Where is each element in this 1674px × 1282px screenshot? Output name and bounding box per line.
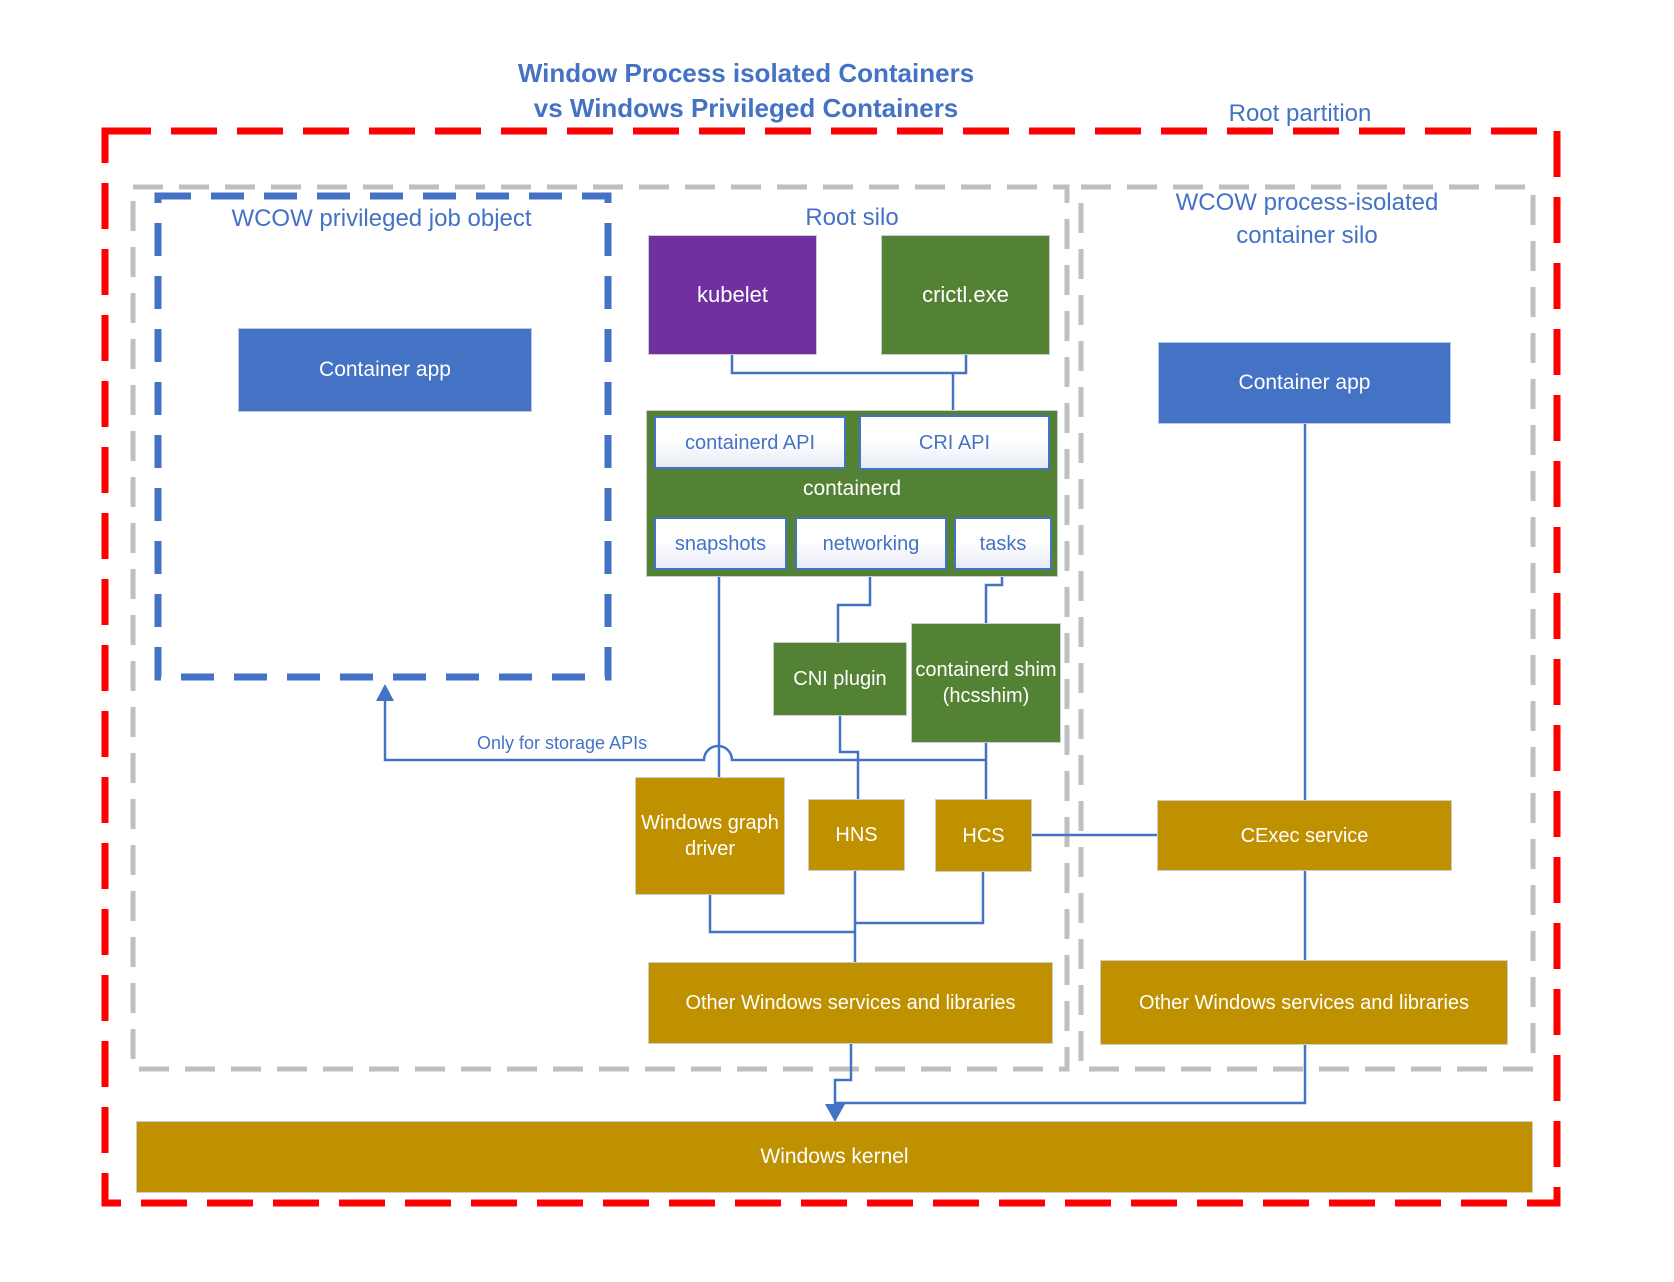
hcs-box: HCS (935, 799, 1032, 872)
wcow-process-isolated-label (1107, 186, 1507, 252)
containerd-label: containerd (802, 477, 902, 500)
cri-api-box: CRI API (859, 415, 1050, 470)
services-to-kernel-connector (835, 1044, 851, 1108)
root-silo-label: Root silo (805, 204, 899, 231)
other-windows-services-left-box: Other Windows services and libraries (648, 962, 1053, 1044)
graph-driver-down-connector (710, 895, 855, 932)
wcow-process-isolated-line1: WCOW process-isolated (1175, 189, 1439, 216)
diagram-title-line1: Window Process isolated Containers (517, 58, 975, 88)
diagram-title-line2: vs Windows Privileged Containers (533, 93, 959, 123)
wcow-container-silo-border (1081, 187, 1533, 1069)
networking-to-cni-connector (838, 569, 870, 643)
cni-to-hns-connector (840, 716, 858, 799)
wcow-privileged-job-object-border (158, 196, 608, 677)
containerd-shim-box: containerd shim (hcsshim) (911, 623, 1061, 743)
tasks-to-shim-connector (986, 569, 1002, 623)
containerd-api-box: containerd API (654, 416, 846, 469)
tasks-box: tasks (954, 517, 1052, 570)
container-app-right-box: Container app (1158, 342, 1451, 424)
wcow-privileged-label: WCOW privileged job object (231, 205, 532, 232)
windows-graph-driver-box: Windows graph driver (635, 777, 785, 895)
wcow-process-isolated-line2: container silo (1236, 222, 1378, 249)
only-for-storage-apis-label: Only for storage APIs (477, 733, 648, 753)
container-app-left-box: Container app (238, 328, 532, 412)
root-partition-label: Root partition (1228, 100, 1372, 127)
hcs-down-connector (855, 872, 983, 923)
hns-box: HNS (808, 799, 905, 871)
cni-plugin-box: CNI plugin (773, 642, 907, 716)
cexec-service-box: CExec service (1157, 800, 1452, 871)
networking-box: networking (795, 517, 947, 570)
kubelet-box: kubelet (648, 235, 817, 355)
diagram-title (346, 56, 1146, 126)
snapshots-box: snapshots (654, 517, 787, 570)
right-services-to-kernel-connector (835, 1045, 1305, 1103)
kubelet-crictl-connector (732, 355, 966, 373)
up-arrowhead-icon (376, 684, 394, 701)
containerd-box (646, 410, 1058, 577)
down-arrowhead-icon (825, 1104, 845, 1122)
crictl-box: crictl.exe (881, 235, 1050, 355)
windows-kernel-box: Windows kernel (136, 1121, 1533, 1193)
other-windows-services-right-box: Other Windows services and libraries (1100, 960, 1508, 1045)
